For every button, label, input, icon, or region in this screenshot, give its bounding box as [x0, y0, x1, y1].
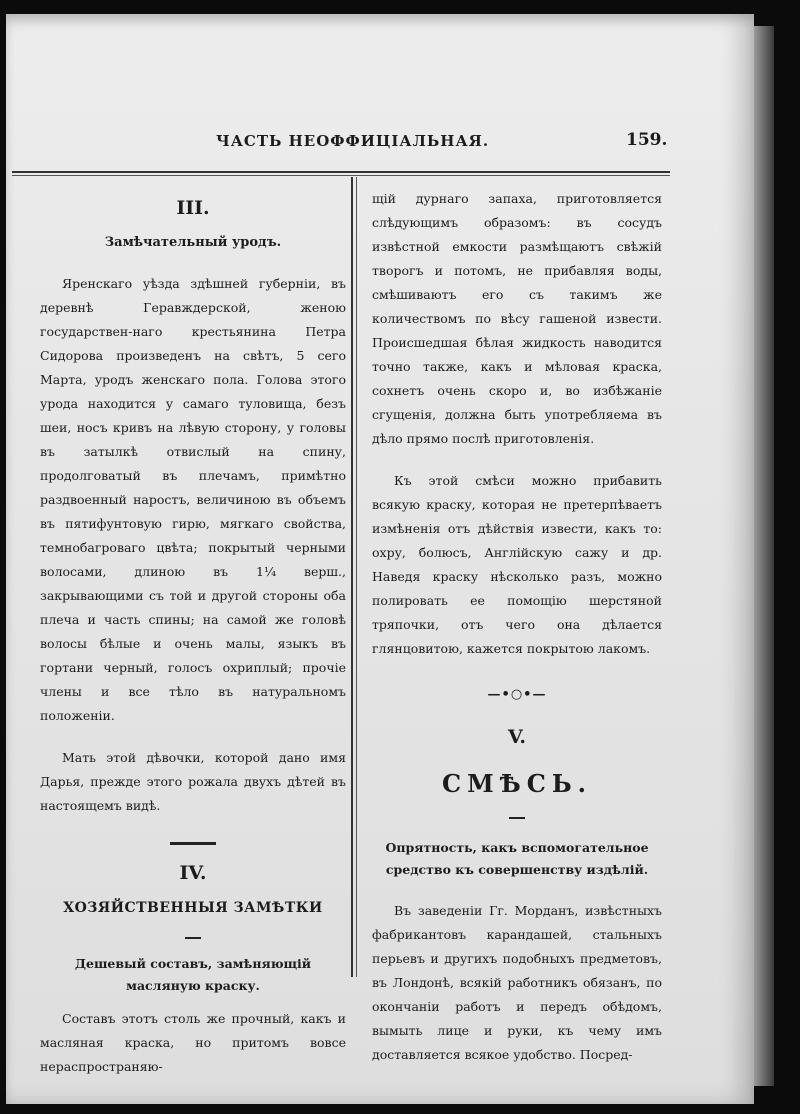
section-separator-rule — [170, 842, 216, 845]
section-5-paragraph: Въ заведеніи Гг. Морданъ, извѣстныхъ фабрикантовъ карандашей, стальныхъ перьевъ и другихъ подобныхъ предметовъ, въ Лондонѣ, всякій работникъ обязанъ, по окончаніи работъ и передъ обѣдомъ, вымыть лице и руки, къ чему имъ доставляется всякое удобство. Посред- — [372, 903, 662, 1062]
section-5-rule — [509, 817, 525, 819]
section-4-rule — [185, 937, 201, 939]
running-title: ЧАСТЬ НЕОФФИЦІАЛЬНАЯ. — [216, 132, 490, 150]
section-5-number: V. — [507, 726, 527, 748]
section-4-subtitle: Дешевый составъ, замѣняющій масляную краску. — [74, 956, 312, 993]
section-3-paragraph-2: Мать этой дѣвочки, которой дано имя Дарья, прежде этого рожала двухъ дѣтей въ настоящемъ видѣ. — [40, 750, 346, 813]
newspaper-page — [6, 14, 754, 1104]
right-paragraph-2: Къ этой смѣси можно прибавить всякую краску, которая не претерпѣваетъ измѣненія отъ дѣйствія извести, какъ то: охру, болюсъ, Англійскую сажу и др. Наведя краску нѣсколько разъ, можно полировать ее помощію шерстяной тряпочки, отъ чего она дѣлается глянцовитою, кажется покрытою лакомъ. — [372, 473, 662, 656]
left-column — [40, 190, 346, 1079]
section-5-subtitle: Опрятность, какъ вспомогательное средство къ совершенству издѣлій. — [385, 840, 649, 877]
ornament-divider: —•○•— — [487, 687, 547, 702]
section-4-paragraph: Составъ этотъ столь же прочный, какъ и масляная краска, но притомъ вовсе нераспространяю- — [40, 1011, 346, 1074]
right-column — [372, 187, 662, 1067]
section-3-number: III. — [176, 197, 210, 219]
column-divider-thin — [356, 177, 357, 977]
section-3-title: Замѣчательный уродъ. — [104, 235, 282, 250]
header-rule-thin — [12, 175, 670, 176]
section-3-paragraph-1: Яренскаго уѣзда здѣшней губерніи, въ деревнѣ Геравждерской, женою государствен-наго крестьянина Петра Сидорова произведенъ на свѣтъ, 5 сего Марта, уродъ женскаго пола. Голова этого урода находится у самаго туловища, безъ шеи, носъ кривъ на лѣвую сторону, у головы въ затылкѣ отвислый на спину, продолговатый въ плечамъ, примѣтно раздвоенный наростъ, величиною въ объемъ въ пятифунтовую гирю, мягкаго свойства, темнобагроваго цвѣта; покрытый черными волосами, длиною въ 1¼ верш., закрывающими съ той и другой стороны оба плеча и часть спины; на самой же головѣ волосы бѣлые и очень малы, языкъ въ гортани черный, голосъ охриплый; прочіе члены и все тѣло въ натуральномъ положеніи. — [40, 276, 346, 723]
page-edge-shadow — [754, 26, 774, 1086]
continuation-paragraph: щій дурнаго запаха, приготовляется слѣдующимъ образомъ: въ сосудъ извѣстной емкости размѣщаютъ свѣжій творогъ и потомъ, не прибавляя воды, смѣшиваютъ его съ такимъ же количествомъ по вѣсу гашеной извести. Происшедшая бѣлая жидкость наводится точно также, какъ и мѣловая краска, сохнетъ очень скоро и, во избѣжаніе сгущенія, должна быть употребляема въ дѣло прямо послѣ приготовленія. — [372, 191, 662, 446]
header-rule — [12, 171, 670, 173]
section-4-number: IV. — [179, 862, 207, 884]
section-5-title: СМѢСЬ. — [441, 769, 593, 798]
section-4-title: ХОЗЯЙСТВЕННЫЯ ЗАМѢТКИ — [63, 900, 323, 916]
page-number: 159. — [626, 130, 668, 150]
column-divider — [351, 177, 353, 977]
